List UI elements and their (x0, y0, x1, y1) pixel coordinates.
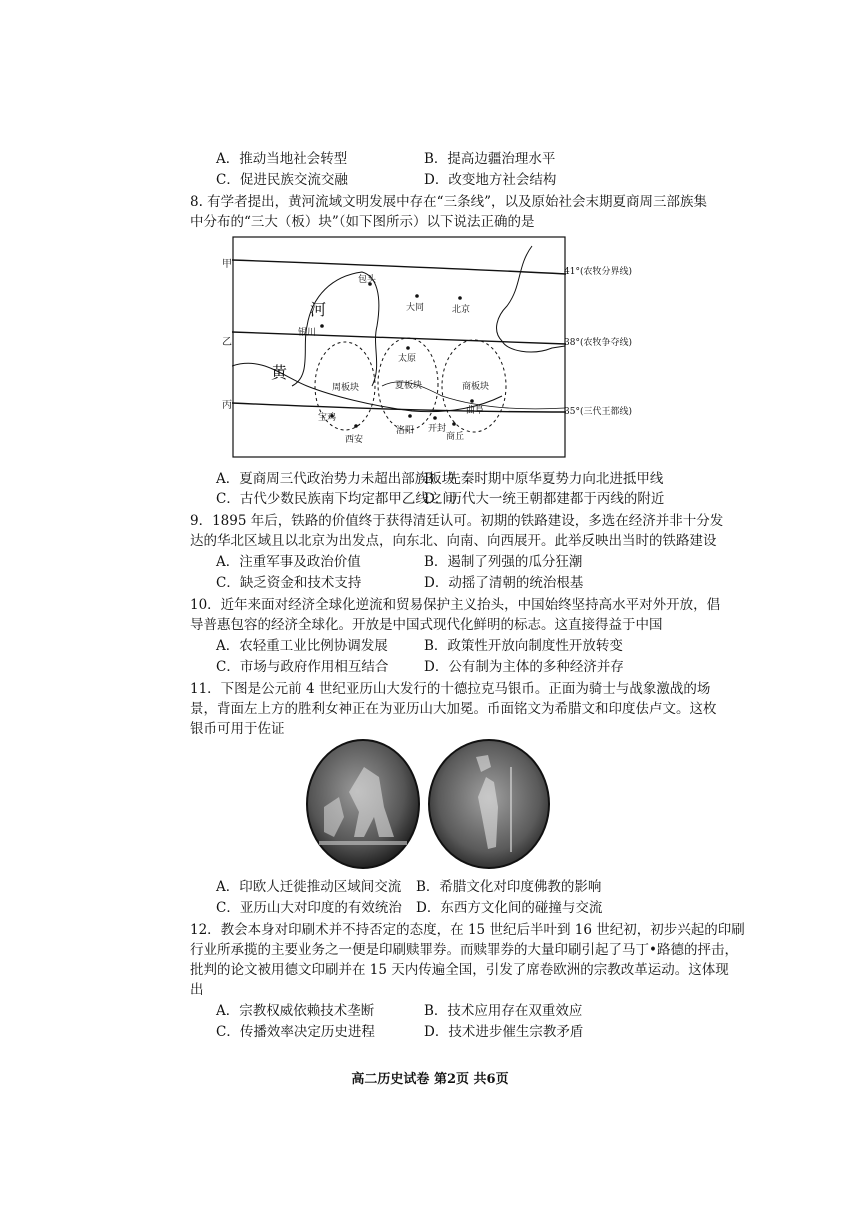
q9-stem-line1: 9．1895 年后，铁路的价值终于获得清廷认可。初期的铁路建设，多选在经济并非十分发 (190, 513, 724, 529)
q7-option-a: A．推动当地社会转型 (216, 151, 348, 167)
map-city-taiyuan: 太原 (398, 354, 417, 364)
coin-reverse-image (426, 737, 552, 871)
map-city-xian: 西安 (345, 435, 364, 445)
map-city-datong: 大同 (406, 303, 425, 313)
q12-stem-line1: 12．教会本身对印刷术并不持否定的态度，在 15 世纪后半叶到 16 世纪初，初步兴起的印刷 (190, 922, 745, 938)
q8-option-d: D．历代大一统王朝都建都于丙线的附近 (424, 491, 665, 507)
map-city-qufu: 曲阜 (466, 406, 485, 416)
q9-stem-line2: 达的华北区域且以北京为出发点，向东北、向南、向西展开。此举反映出当时的铁路建设 (190, 533, 717, 549)
q12-stem-line4: 出 (190, 982, 204, 998)
q8-option-b: B．先秦时期中原华夏势力向北进抵甲线 (424, 471, 664, 487)
q9-option-d: D．动摇了清朝的统治根基 (424, 575, 584, 591)
map-note-38: 38°(农牧争夺线) (564, 338, 632, 348)
map-note-41: 41°(农牧分界线) (564, 267, 632, 277)
q8-option-c: C．古代少数民族南下均定都甲乙线之间 (216, 491, 456, 507)
map-label-yi: 乙 (222, 337, 232, 348)
q8-stem-line1: 8. 有学者提出，黄河流域文明发展中存在“三条线”，以及原始社会末期夏商周三部族集 (190, 194, 707, 210)
q10-stem-line1: 10．近年来面对经济全球化逆流和贸易保护主义抬头，中国始终坚持高水平对外开放，倡 (190, 597, 721, 613)
map-city-yinchuan: 银川 (298, 328, 317, 338)
map-river-huang: 黄 (271, 363, 288, 382)
q10-stem-line2: 导普惠包容的经济全球化。开放是中国式现代化鲜明的标志。这直接得益于中国 (190, 617, 663, 633)
map-city-shangqiu: 商丘 (446, 432, 465, 442)
q10-option-d: D．公有制为主体的多种经济并存 (424, 659, 624, 675)
q12-option-d: D．技术进步催生宗教矛盾 (424, 1024, 584, 1040)
q11-stem-line3: 银币可用于佐证 (190, 721, 285, 737)
q12-stem-line2: 行业所承揽的主要业务之一便是印刷赎罪券。而赎罪券的大量印刷引起了马丁•路德的抨击， (190, 942, 738, 958)
q11-stem-line2: 景，背面左上方的胜利女神正在为亚历山大加冕。币面铭文为希腊文和印度佉卢文。这枚 (190, 701, 717, 717)
q12-stem-line3: 批判的论文被用德文印刷并在 15 天内传遍全国，引发了席卷欧洲的宗教改革运动。这体现 (190, 962, 729, 978)
q11-option-a: A．印欧人迁徙推动区域间交流 (216, 879, 402, 895)
q7-option-c: C．促进民族交流交融 (216, 172, 348, 188)
q9-option-a: A．注重军事及政治价值 (216, 554, 361, 570)
map-block-xia: 夏板块 (395, 381, 423, 391)
q10-option-c: C．市场与政府作用相互结合 (216, 659, 389, 675)
q7-option-d: D．改变地方社会结构 (424, 172, 557, 188)
map-city-kaifeng: 开封 (428, 424, 447, 434)
q10-option-a: A．农轻重工业比例协调发展 (216, 638, 388, 654)
q12-option-b: B．技术应用存在双重效应 (424, 1003, 583, 1019)
map-river-he: 河 (310, 300, 327, 319)
map-note-35: 35°(三代王都线) (564, 407, 632, 417)
q7-option-b: B．提高边疆治理水平 (424, 151, 556, 167)
q11-option-c: C．亚历山大对印度的有效统治 (216, 900, 402, 916)
map-block-zhou: 周板块 (332, 383, 360, 393)
q12-option-a: A．宗教权威依赖技术垄断 (216, 1003, 375, 1019)
map-city-baoji: 宝鸡 (318, 413, 337, 423)
q8-option-a: A．夏商周三代政治势力未超出部族板块 (216, 471, 456, 487)
map-label-bing: 丙 (222, 400, 232, 411)
map-city-luoyang: 洛阳 (396, 426, 415, 436)
q8-stem-line2: 中分布的“三大（板）块”（如下图所示）以下说法正确的是 (190, 214, 535, 230)
page-footer: 高二历史试卷 第2页 共6页 (351, 1072, 509, 1087)
map-city-beijing: 北京 (452, 305, 471, 315)
q9-option-b: B．遏制了列强的瓜分狂潮 (424, 554, 583, 570)
map-label-jia: 甲 (222, 259, 232, 270)
q12-option-c: C．传播效率决定历史进程 (216, 1024, 375, 1040)
map-block-shang: 商板块 (462, 382, 490, 392)
q9-option-c: C．缺乏资金和技术支持 (216, 575, 362, 591)
map-city-baotou: 包头 (358, 275, 377, 285)
q11-stem-line1: 11．下图是公元前 4 世纪亚历山大发行的十德拉克马银币。正面为骑士与战象激战的场 (190, 681, 711, 697)
q11-option-d: D．东西方文化间的碰撞与交流 (416, 900, 603, 916)
q10-option-b: B．政策性开放向制度性开放转变 (424, 638, 623, 654)
coin-obverse-image (304, 737, 422, 871)
q11-option-b: B．希腊文化对印度佛教的影响 (416, 879, 602, 895)
